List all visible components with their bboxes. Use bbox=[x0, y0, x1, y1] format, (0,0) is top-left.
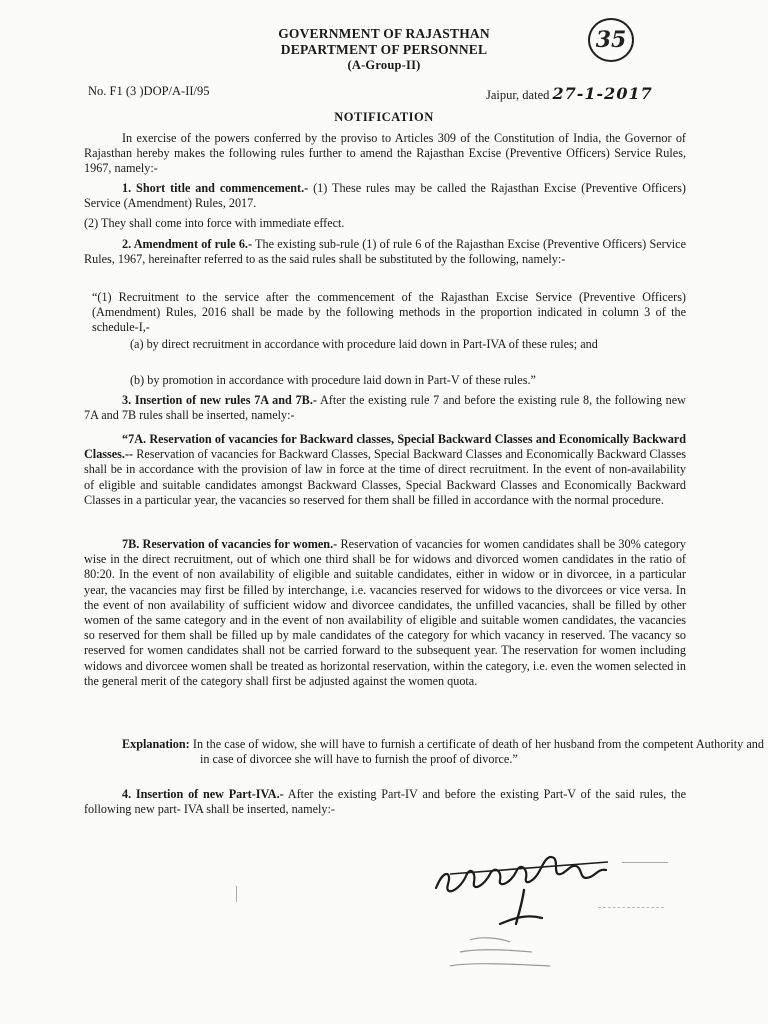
section-4-heading: 4. Insertion of new Part-IVA.- bbox=[122, 787, 284, 801]
section-2-text: The existing sub-rule (1) of rule 6 of the Rajasthan Excise (Preventive Officers) Service Rules, 1967, hereinafter referred to as the said rules shall be substituted by the following, namely:- bbox=[84, 237, 686, 267]
section-3-paragraph bbox=[84, 393, 686, 423]
clause-b: (b) by promotion in accordance with procedure laid down in Part-V of these rules.” bbox=[130, 373, 536, 387]
section-2-heading: 2. Amendment of rule 6.- bbox=[122, 237, 253, 251]
date-label: Jaipur, dated bbox=[486, 88, 550, 102]
page-number: 35 bbox=[595, 27, 627, 53]
official-stamp bbox=[440, 930, 580, 980]
rule-7b-paragraph bbox=[84, 537, 686, 689]
rule-7a-heading: “7A. Reservation of vacancies for Backward classes, Special Backward Classes and Economically Backward Classes.-- bbox=[84, 432, 686, 462]
page-number-stamp bbox=[588, 18, 634, 62]
rule-7a-text: Reservation of vacancies for Backward Classes, Special Backward Classes and Economically Backward Classes shall be in accordance with the provision of law in force at the time of direct recruitment. In the event of non-availability of eligible and suitable candidates amongst Backward Classes, Special Backward Classes and Economically Backward Classes in a particular year, the vacancies so reserved for them shall be filled in accordance with the normal procedure. bbox=[84, 447, 686, 507]
section-4-text: After the existing Part-IV and before the existing Part-V of the said rules, the following new part- IVA shall be inserted, namely:- bbox=[84, 787, 686, 817]
explanation-paragraph bbox=[122, 737, 764, 767]
signature-image bbox=[430, 828, 630, 938]
rule-7a-paragraph bbox=[84, 432, 686, 508]
rule-7b-heading: 7B. Reservation of vacancies for women.- bbox=[122, 537, 338, 551]
margin-mark-line-1 bbox=[622, 862, 668, 863]
gov-heading: GOVERNMENT OF RAJASTHAN bbox=[278, 26, 490, 41]
date-value: 27-1-2017 bbox=[552, 84, 653, 103]
group-heading: (A-Group-II) bbox=[347, 58, 421, 72]
section-1-sub2: (2) They shall come into force with immediate effect. bbox=[84, 216, 345, 230]
file-number: No. F1 (3 )DOP/A-II/95 bbox=[88, 84, 210, 98]
section-1-heading: 1. Short title and commencement.- bbox=[122, 181, 309, 195]
notification-title: NOTIFICATION bbox=[334, 110, 434, 124]
section-2-paragraph bbox=[84, 237, 686, 267]
margin-mark-tick bbox=[236, 886, 243, 902]
section-4-paragraph bbox=[84, 787, 686, 817]
section-1-text: (1) These rules may be called the Rajasthan Excise (Preventive Officers) Service (Amendment) Rules, 2017. bbox=[84, 181, 686, 211]
section-3-heading: 3. Insertion of new rules 7A and 7B.- bbox=[122, 393, 317, 407]
section-1-paragraph bbox=[84, 181, 686, 211]
margin-mark-line-2 bbox=[598, 907, 664, 908]
clause-a: (a) by direct recruitment in accordance with procedure laid down in Part-IVA of these rules; and bbox=[130, 337, 598, 351]
explanation-label: Explanation: bbox=[122, 737, 190, 751]
explanation-text: In the case of widow, she will have to furnish a certificate of death of her husband from the competent Authority and in case of divorcee she will have to furnish the proof of divorce.” bbox=[189, 737, 764, 767]
dept-heading: DEPARTMENT OF PERSONNEL bbox=[280, 42, 488, 57]
rule-7b-text: Reservation of vacancies for women candidates shall be 30% category wise in the direct recruitment, out of which one third shall be for widows and divorced women candidates in the ratio of 80:20. In the event of non availability of eligible and suitable candidates, either in widow or in divorcee, in a particular year, the vacancies may first be filled by interchange, i.e. vacancies reserved for widows to the divorcees or vice versa. In the event of non availability of sufficient widow and divorcee candidates, the unfilled vacancies, shall be filled by other women of the same category and in the event of non availability of eligible and suitable women candidates, the vacancies so reserved for them shall be filled up by male candidates of the category for which vacancy in reserved. The vacancy so reserved for women candidates shall not be carried forward to the subsequent year. The reservation for women including widows and divorcee women shall be treated as horizontal reservation, within the category, i.e. even the women selected in the general merit of the category shall first be adjusted against the women quota. bbox=[84, 537, 686, 688]
section-2-quote: “(1) Recruitment to the service after the commencement of the Rajasthan Excise Service (Preventive Officers) (Amendment) Rules, 2016 shall be made by the following methods in the proportion indicated in column 3 of the schedule-I,- bbox=[92, 290, 686, 335]
date-line bbox=[486, 84, 653, 103]
section-3-text: After the existing rule 7 and before the existing rule 8, the following new 7A and 7B rules shall be inserted, namely:- bbox=[84, 393, 686, 423]
intro-paragraph: In exercise of the powers conferred by the proviso to Articles 309 of the Constitution of India, the Governor of Rajasthan hereby makes the following rules further to amend the Rajasthan Excise (Preventive Officers) Service Rules, 1967, namely:- bbox=[84, 131, 686, 176]
